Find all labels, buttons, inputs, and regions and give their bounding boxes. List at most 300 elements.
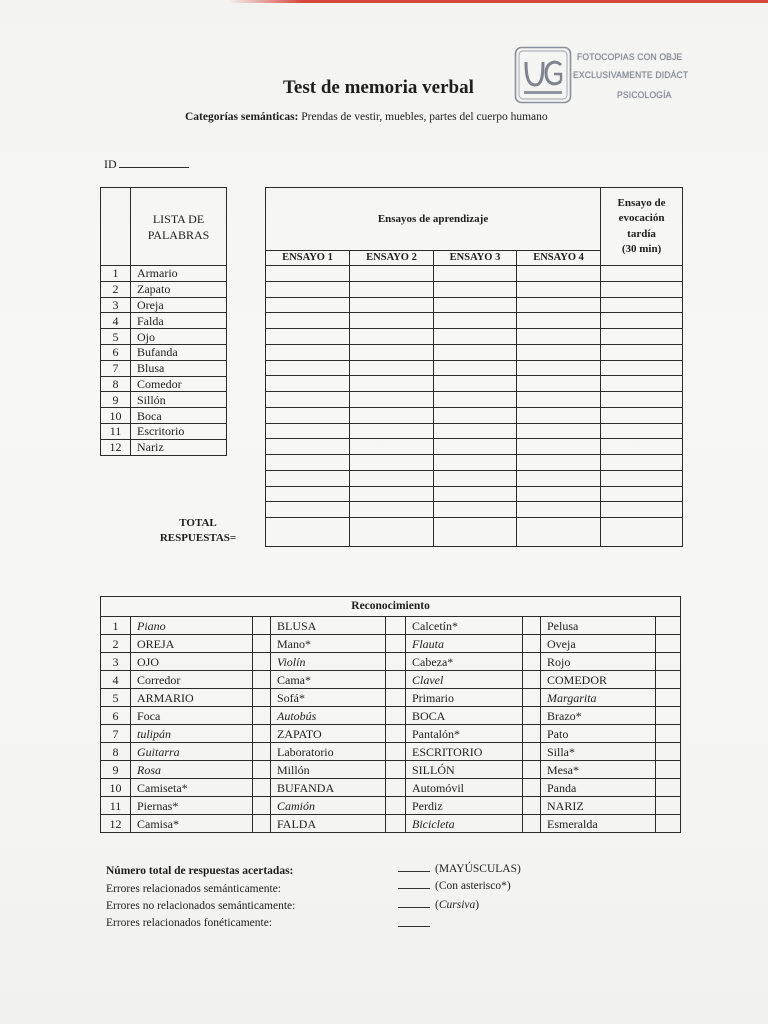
recognition-item-number: 4 [101, 671, 131, 689]
recognition-response-box [656, 815, 681, 833]
word-list-body [101, 188, 227, 456]
word-list-row [101, 360, 227, 376]
recognition-response-box [523, 635, 541, 653]
word-list-row [101, 344, 227, 360]
institution-logo-icon [514, 46, 572, 104]
trial-answer-cell [350, 407, 434, 423]
recognition-response-box [386, 671, 406, 689]
recognition-row [101, 761, 681, 779]
word-list-word: Falda [131, 313, 227, 329]
recognition-word: Foca [131, 707, 253, 725]
trial-answer-cell [266, 470, 350, 486]
learning-trials-body [266, 188, 683, 547]
recognition-response-box [386, 653, 406, 671]
recognition-word: SILLÓN [406, 761, 523, 779]
trial-answer-cell [601, 439, 683, 455]
word-list-header-line: PALABRAS [147, 227, 210, 242]
recognition-response-box [523, 617, 541, 635]
key-italic-close: ) [475, 899, 480, 911]
trial-answer-cell [266, 392, 350, 408]
recognition-response-box [523, 671, 541, 689]
recognition-response-box [656, 635, 681, 653]
trial-answer-cell [266, 455, 350, 471]
recognition-item-number: 2 [101, 635, 131, 653]
recognition-response-box [523, 815, 541, 833]
recognition-word: ZAPATO [271, 725, 386, 743]
trial-total-row [266, 518, 683, 547]
trial-answer-cell [601, 392, 683, 408]
recognition-word: Automóvil [406, 779, 523, 797]
phonetic-errors-label: Errores relacionados fonéticamente: [106, 917, 273, 929]
recognition-word: Camisa* [131, 815, 253, 833]
recognition-response-box [386, 743, 406, 761]
recognition-word: Oveja [541, 635, 656, 653]
subtitle-label: Categorías semánticas: [185, 111, 299, 123]
page-subtitle [185, 111, 548, 123]
word-list-number: 1 [101, 266, 131, 282]
word-list-word: Armario [131, 266, 227, 282]
trial-answer-cell [266, 313, 350, 329]
trial-answer-cell [601, 329, 683, 345]
trial-answer-cell [601, 313, 683, 329]
trial-answer-row [266, 376, 683, 392]
word-list-word: Sillón [131, 392, 227, 408]
recognition-response-box [523, 689, 541, 707]
recognition-word: Brazo* [541, 707, 656, 725]
recognition-word: Piernas* [131, 797, 253, 815]
trial-answer-cell [350, 297, 434, 313]
word-list-word: Nariz [131, 439, 227, 455]
recognition-response-box [656, 761, 681, 779]
recognition-item-number: 8 [101, 743, 131, 761]
recognition-row [101, 671, 681, 689]
recognition-response-box [523, 653, 541, 671]
recognition-word: Sofá* [271, 689, 386, 707]
recognition-word: BLUSA [271, 617, 386, 635]
recognition-word: NARIZ [541, 797, 656, 815]
delayed-recall-header [601, 188, 683, 266]
recognition-response-box [386, 707, 406, 725]
score-blank-line [398, 871, 430, 872]
recognition-word: Cama* [271, 671, 386, 689]
recognition-response-box [386, 761, 406, 779]
recognition-item-number: 7 [101, 725, 131, 743]
trial-total-cell [517, 518, 601, 547]
page-title: Test de memoria verbal [283, 77, 474, 98]
recognition-item-number: 9 [101, 761, 131, 779]
trial-1-header: ENSAYO 1 [266, 251, 350, 266]
trial-answer-row [266, 281, 683, 297]
word-list-row [101, 297, 227, 313]
trial-answer-cell [601, 297, 683, 313]
key-uppercase-text: (MAYÚSCULAS) [435, 863, 521, 875]
word-list-number: 6 [101, 344, 131, 360]
recognition-word: Margarita [541, 689, 656, 707]
trial-answer-cell [350, 455, 434, 471]
trial-answer-cell [601, 423, 683, 439]
word-list-header-line: LISTA DE [152, 211, 205, 226]
key-italic-open: ( [435, 899, 439, 911]
trial-answer-cell [266, 360, 350, 376]
recognition-word: Camión [271, 797, 386, 815]
stamp-text-line: EXCLUSIVAMENTE DIDÁCT [573, 70, 689, 81]
trial-answer-cell [601, 360, 683, 376]
trial-answer-cell [601, 502, 683, 518]
recognition-response-box [253, 779, 271, 797]
trial-answer-row [266, 360, 683, 376]
word-list-number: 11 [101, 423, 131, 439]
trial-answer-cell [434, 297, 517, 313]
recognition-response-box [253, 617, 271, 635]
recognition-word: Violín [271, 653, 386, 671]
word-list-row [101, 376, 227, 392]
recognition-word: COMEDOR [541, 671, 656, 689]
recognition-response-box [253, 689, 271, 707]
word-list-header-row [101, 188, 227, 266]
recognition-response-box [253, 761, 271, 779]
recognition-word: Pantalón* [406, 725, 523, 743]
trial-answer-cell [350, 392, 434, 408]
trial-answer-cell [601, 281, 683, 297]
recognition-word: Rosa [131, 761, 253, 779]
word-list-word: Zapato [131, 281, 227, 297]
recognition-row [101, 689, 681, 707]
trial-total-cell [601, 518, 683, 547]
recognition-word: Esmeralda [541, 815, 656, 833]
recognition-word: Calcetín* [406, 617, 523, 635]
recognition-word: FALDA [271, 815, 386, 833]
trial-answer-cell [434, 439, 517, 455]
trial-answer-cell [434, 455, 517, 471]
recognition-word: Bicicleta [406, 815, 523, 833]
trial-answer-cell [350, 470, 434, 486]
recognition-response-box [656, 743, 681, 761]
trial-answer-cell [434, 360, 517, 376]
delayed-recall-header-line: evocación [618, 212, 665, 224]
word-list-number: 8 [101, 376, 131, 392]
recognition-response-box [386, 815, 406, 833]
recognition-row [101, 779, 681, 797]
recognition-response-box [656, 779, 681, 797]
recognition-word: ESCRITORIO [406, 743, 523, 761]
trial-answer-cell [601, 266, 683, 282]
trial-total-cell [266, 518, 350, 547]
recognition-word: tulipán [131, 725, 253, 743]
trial-answer-cell [601, 455, 683, 471]
recognition-response-box [386, 689, 406, 707]
recognition-response-box [523, 797, 541, 815]
recognition-row [101, 815, 681, 833]
trial-answer-cell [350, 486, 434, 502]
trial-answer-cell [350, 266, 434, 282]
trial-answer-cell [517, 423, 601, 439]
recognition-word: OREJA [131, 635, 253, 653]
recognition-word: Camiseta* [131, 779, 253, 797]
word-list-row [101, 329, 227, 345]
recognition-response-box [523, 707, 541, 725]
trial-answer-cell [517, 470, 601, 486]
trial-answer-cell [350, 329, 434, 345]
recognition-row [101, 707, 681, 725]
recognition-response-box [253, 725, 271, 743]
trial-answer-cell [266, 502, 350, 518]
trial-answer-cell [601, 376, 683, 392]
trial-answer-cell [434, 423, 517, 439]
recognition-row [101, 725, 681, 743]
trial-answer-row [266, 439, 683, 455]
recognition-word: Clavel [406, 671, 523, 689]
recognition-word: Pelusa [541, 617, 656, 635]
trial-answer-row [266, 329, 683, 345]
trial-answer-cell [517, 455, 601, 471]
id-blank-line [119, 167, 189, 168]
trial-answer-cell [266, 407, 350, 423]
word-list-number: 10 [101, 408, 131, 424]
trial-answer-cell [434, 407, 517, 423]
trial-answer-cell [434, 502, 517, 518]
recognition-word: OJO [131, 653, 253, 671]
trial-answer-cell [517, 439, 601, 455]
recognition-item-number: 3 [101, 653, 131, 671]
word-list-header [131, 188, 227, 266]
word-list-number: 12 [101, 439, 131, 455]
trial-answer-cell [266, 486, 350, 502]
recognition-table [100, 596, 681, 833]
trial-answer-cell [434, 281, 517, 297]
learning-trials-table [265, 187, 683, 547]
recognition-word: Laboratorio [271, 743, 386, 761]
subtitle-text: Prendas de vestir, muebles, partes del cuerpo humano [301, 111, 548, 123]
word-list-row [101, 408, 227, 424]
recognition-response-box [386, 617, 406, 635]
trial-answer-cell [601, 486, 683, 502]
trial-answer-cell [350, 423, 434, 439]
recognition-word: Millón [271, 761, 386, 779]
recognition-title: Reconocimiento [101, 597, 681, 617]
recognition-header-row [101, 597, 681, 617]
trial-answer-row [266, 313, 683, 329]
trial-answer-cell [266, 423, 350, 439]
word-list-number: 3 [101, 297, 131, 313]
trial-answer-row [266, 423, 683, 439]
recognition-item-number: 6 [101, 707, 131, 725]
trial-answer-cell [517, 486, 601, 502]
trial-answer-cell [601, 344, 683, 360]
delayed-recall-header-line: Ensayo de [617, 196, 666, 209]
recognition-response-box [523, 761, 541, 779]
trial-answer-cell [517, 344, 601, 360]
word-list-word: Oreja [131, 297, 227, 313]
recognition-word: BOCA [406, 707, 523, 725]
total-label-line: TOTAL [179, 517, 217, 529]
trial-answer-cell [266, 266, 350, 282]
recognition-item-number: 10 [101, 779, 131, 797]
recognition-word: BUFANDA [271, 779, 386, 797]
delayed-recall-header-line: (30 min) [621, 243, 662, 255]
recognition-response-box [253, 635, 271, 653]
recognition-response-box [253, 743, 271, 761]
trial-answer-cell [266, 439, 350, 455]
trial-answer-cell [517, 392, 601, 408]
recognition-row [101, 617, 681, 635]
word-list-number: 2 [101, 281, 131, 297]
recognition-response-box [386, 797, 406, 815]
trial-answer-row [266, 297, 683, 313]
word-list-word: Bufanda [131, 344, 227, 360]
recognition-response-box [253, 671, 271, 689]
trial-answer-cell [434, 470, 517, 486]
trial-answer-cell [517, 360, 601, 376]
recognition-word: ARMARIO [131, 689, 253, 707]
trial-answer-cell [434, 392, 517, 408]
word-list-number: 9 [101, 392, 131, 408]
recognition-response-box [656, 797, 681, 815]
trial-answer-cell [350, 281, 434, 297]
recognition-response-box [386, 725, 406, 743]
recognition-word: Perdiz [406, 797, 523, 815]
recognition-word: Cabeza* [406, 653, 523, 671]
score-blank-line [398, 926, 430, 927]
trial-answer-cell [517, 297, 601, 313]
trial-answer-cell [601, 407, 683, 423]
id-label: ID [104, 157, 117, 171]
word-list-row [101, 392, 227, 408]
trial-answer-cell [434, 266, 517, 282]
recognition-item-number: 5 [101, 689, 131, 707]
semantic-errors-label: Errores relacionados semánticamente: [106, 883, 281, 895]
trial-answer-cell [434, 486, 517, 502]
key-uppercase [398, 862, 521, 876]
word-list-row [101, 281, 227, 297]
recognition-item-number: 11 [101, 797, 131, 815]
word-list-number: 7 [101, 360, 131, 376]
word-list-number: 5 [101, 329, 131, 345]
trial-total-cell [350, 518, 434, 547]
trial-answer-cell [517, 313, 601, 329]
recognition-response-box [656, 689, 681, 707]
trial-answer-cell [434, 376, 517, 392]
total-responses-label [148, 516, 248, 546]
recognition-item-number: 12 [101, 815, 131, 833]
trial-answer-cell [517, 266, 601, 282]
word-list-row [101, 313, 227, 329]
score-blank-line [398, 888, 430, 889]
trial-answer-row [266, 407, 683, 423]
recognition-response-box [523, 779, 541, 797]
trial-answer-row [266, 470, 683, 486]
trial-answer-cell [517, 281, 601, 297]
word-list-number: 4 [101, 313, 131, 329]
trial-answer-row [266, 486, 683, 502]
word-list-row [101, 423, 227, 439]
trial-answer-row [266, 392, 683, 408]
word-list-word: Blusa [131, 360, 227, 376]
trial-answer-cell [517, 407, 601, 423]
recognition-response-box [253, 653, 271, 671]
stamp-text-line: FOTOCOPIAS CON OBJE [577, 52, 683, 63]
recognition-word: Panda [541, 779, 656, 797]
trial-answer-cell [350, 502, 434, 518]
recognition-response-box [253, 815, 271, 833]
trial-4-header: ENSAYO 4 [517, 251, 601, 266]
trials-header-row [266, 188, 683, 251]
recognition-word: Corredor [131, 671, 253, 689]
trial-answer-cell [601, 470, 683, 486]
trial-answer-cell [434, 329, 517, 345]
key-phonetic [398, 917, 435, 931]
recognition-word: Silla* [541, 743, 656, 761]
recognition-word: Pato [541, 725, 656, 743]
word-list-row [101, 266, 227, 282]
top-edge-red-line [228, 0, 768, 3]
recognition-response-box [523, 725, 541, 743]
key-asterisk-text: (Con asterisco*) [435, 880, 511, 892]
total-label-line: RESPUESTAS= [159, 532, 237, 544]
trial-answer-row [266, 502, 683, 518]
recognition-response-box [386, 779, 406, 797]
trial-answer-cell [266, 376, 350, 392]
word-list-word: Escritorio [131, 423, 227, 439]
recognition-response-box [523, 743, 541, 761]
id-field [104, 157, 189, 172]
total-correct-label: Número total de respuestas acertadas: [106, 865, 294, 877]
key-italic [398, 898, 479, 912]
trial-answer-cell [266, 344, 350, 360]
trial-answer-cell [350, 344, 434, 360]
stamp-text-line: PSICOLOGÍA [617, 90, 672, 101]
word-list-table [100, 187, 227, 456]
recognition-row [101, 797, 681, 815]
delayed-recall-header-line: tardía [627, 227, 656, 240]
trial-answer-cell [517, 329, 601, 345]
word-list-number-header [101, 188, 131, 266]
recognition-row [101, 635, 681, 653]
trial-2-header: ENSAYO 2 [350, 251, 434, 266]
trial-answer-cell [517, 376, 601, 392]
non-semantic-errors-label: Errores no relacionados semánticamente: [106, 900, 296, 912]
recognition-word: Guitarra [131, 743, 253, 761]
recognition-row [101, 743, 681, 761]
recognition-word: Mano* [271, 635, 386, 653]
trial-answer-cell [350, 439, 434, 455]
word-list-row [101, 439, 227, 455]
trial-3-header: ENSAYO 3 [434, 251, 517, 266]
trial-answer-cell [266, 329, 350, 345]
word-list-word: Comedor [131, 376, 227, 392]
recognition-response-box [386, 635, 406, 653]
key-asterisk [398, 879, 511, 893]
recognition-item-number: 1 [101, 617, 131, 635]
recognition-response-box [656, 671, 681, 689]
trial-answer-cell [434, 344, 517, 360]
recognition-response-box [253, 797, 271, 815]
photocopy-stamp [512, 45, 704, 107]
trial-answer-cell [266, 297, 350, 313]
key-italic-text: Cursiva [438, 899, 476, 911]
trial-answer-cell [434, 313, 517, 329]
recognition-response-box [656, 617, 681, 635]
trial-answer-row [266, 266, 683, 282]
trial-answer-cell [350, 313, 434, 329]
trial-answer-row [266, 455, 683, 471]
recognition-word: Autobús [271, 707, 386, 725]
recognition-word: Primario [406, 689, 523, 707]
trial-total-cell [434, 518, 517, 547]
recognition-word: Rojo [541, 653, 656, 671]
learning-trials-header: Ensayos de aprendizaje [266, 188, 601, 251]
trial-answer-cell [350, 376, 434, 392]
recognition-word: Piano [131, 617, 253, 635]
